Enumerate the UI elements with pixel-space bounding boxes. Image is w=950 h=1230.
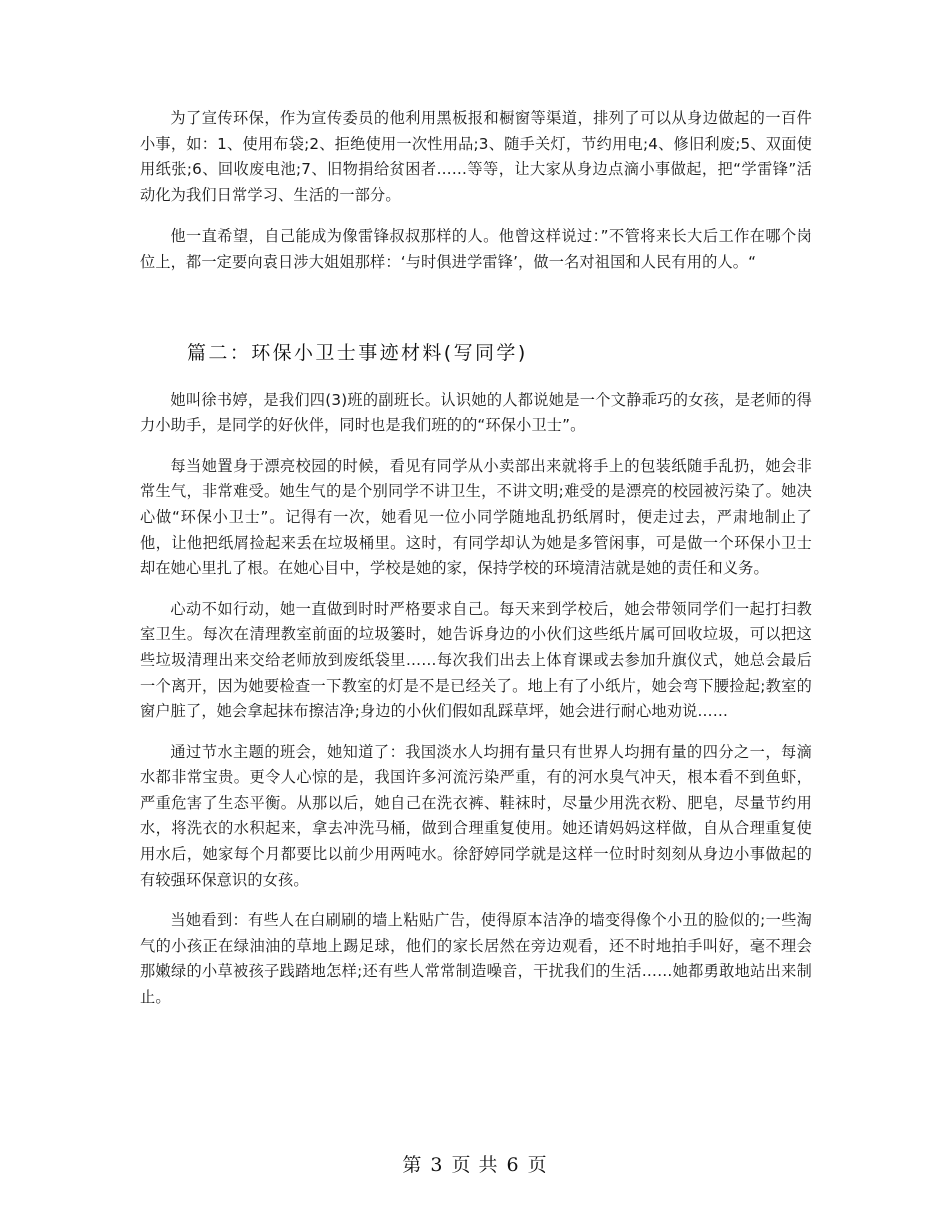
section-heading: 篇二：环保小卫士事迹材料(写同学) xyxy=(187,341,528,364)
footer-suffix: 页 xyxy=(527,1154,548,1176)
footer-middle: 页 共 xyxy=(451,1154,499,1176)
page-footer xyxy=(0,1150,950,1177)
paragraph-aspiration: 他一直希望，自己能成为像雷锋叔叔那样的人。他曾这样说过：”不管将来长大后工作在哪个岗位上，都一定要向袁日涉大姐姐那样：‘与时俱进学雷锋’，做一名对祖国和人民有用的人。“ xyxy=(140,227,812,271)
footer-prefix: 第 xyxy=(402,1154,423,1176)
paragraph-water: 通过节水主题的班会，她知道了：我国淡水人均拥有量只有世界人均拥有量的四分之一，每滴水都非常宝贵。更令人心惊的是，我国许多河流污染严重，有的河水臭气冲天，根本看不到鱼虾，严重危害了生态平衡。从那以后，她自己在洗衣裤、鞋袜时，尽量少用洗衣粉、肥皂，尽量节约用水，将洗衣的水积起来，拿去冲洗马桶，做到合理重复使用。她还请妈妈这样做，自从合理重复使用水后，她家每个月都要比以前少用两吨水。徐舒婷同学就是这样一位时时刻刻从身边小事做起的有较强环保意识的女孩。 xyxy=(140,742,812,889)
footer-total-pages: 6 xyxy=(506,1154,520,1176)
document-body xyxy=(140,106,812,1011)
paragraph-intro: 她叫徐书婷，是我们四(3)班的副班长。认识她的人都说她是一个文静乖巧的女孩，是老师的得力小助手，是同学的好伙伴，同时也是我们班的的“环保小卫士”。 xyxy=(140,390,812,435)
paragraph-stop: 当她看到：有些人在白刷刷的墙上粘贴广告，使得原本洁净的墙变得像个小丑的脸似的;一些淘气的小孩正在绿油油的草地上踢足球，他们的家长居然在旁边观看，还不时地拍手叫好，毫不理会那嫩绿的小草被孩子践踏地怎样;还有些人常常制造噪音，干扰我们的生活……她都勇敢地站出来制止。 xyxy=(140,911,812,1007)
paragraph-campus: 每当她置身于漂亮校园的时候，看见有同学从小卖部出来就将手上的包装纸随手乱扔，她会非常生气，非常难受。她生气的是个别同学不讲卫生，不讲文明;难受的是漂亮的校园被污染了。她决心做“环保小卫士”。记得有一次，她看见一位小同学随地乱扔纸屑时，便走过去，严肃地制止了他，让他把纸屑捡起来丢在垃圾桶里。这时，有同学却认为她是多管闲事，可是做一个环保小卫士却在她心里扎了根。在她心目中，学校是她的家，保持学校的环境清洁就是她的责任和义务。 xyxy=(140,456,812,578)
paragraph-action: 心动不如行动，她一直做到时时严格要求自己。每天来到学校后，她会带领同学们一起打扫教室卫生。每次在清理教室前面的垃圾篓时，她告诉身边的小伙们这些纸片属可回收垃圾，可以把这些垃圾清理出来交给老师放到废纸袋里……每次我们出去上体育课或去参加升旗仪式，她总会最后一个离开，因为她要检查一下教室的灯是不是已经关了。地上有了小纸片，她会弯下腰捡起;教室的窗户脏了，她会拿起抹布擦洁净;身边的小伙们假如乱踩草坪，她会进行耐心地劝说…… xyxy=(140,599,812,721)
paragraph-publicity: 为了宣传环保，作为宣传委员的他利用黑板报和橱窗等渠道，排列了可以从身边做起的一百件小事，如：1、使用布袋;2、拒绝使用一次性用品;3、随手关灯，节约用电;4、修旧利废;5、双面使用纸张;6、回收废电池;7、旧物捐给贫困者……等等，让大家从身边点滴小事做起，把“学雷锋”活动化为我们日常学习、生活的一部分。 xyxy=(140,109,812,204)
footer-page-number: 3 xyxy=(430,1154,444,1176)
